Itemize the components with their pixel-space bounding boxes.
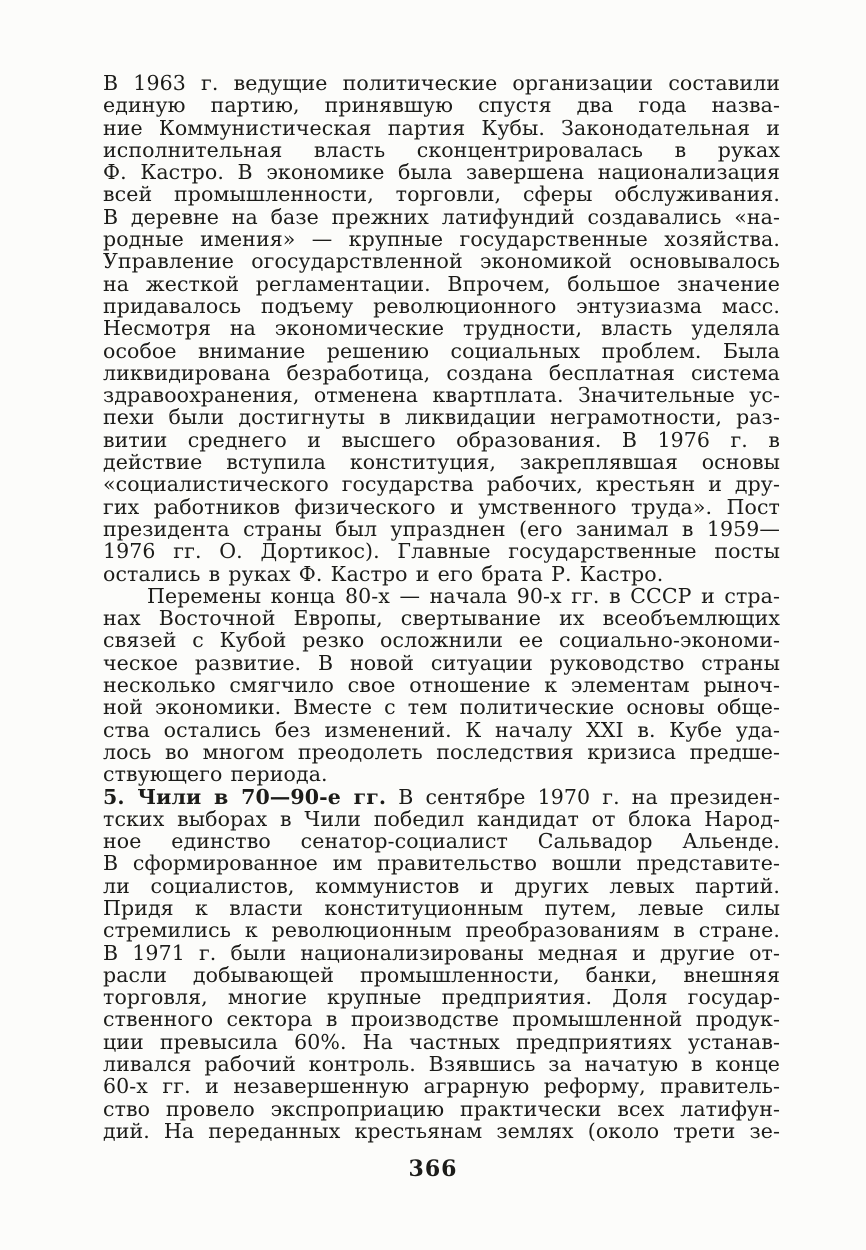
text-line	[103, 852, 780, 874]
text-line	[103, 139, 780, 161]
text-run: здравоохранения, отменена квартплата. Значительные ус-	[103, 383, 780, 408]
text-line	[103, 384, 780, 406]
text-run: несколько смягчило свое отношение к элементам рыноч-	[103, 673, 780, 698]
text-line	[103, 1098, 780, 1120]
text-run: лось во многом преодолеть последствия кризиса предше-	[103, 739, 780, 764]
text-line	[103, 696, 780, 718]
text-run: особое внимание решению социальных проблем. Была	[103, 338, 780, 363]
text-line	[103, 362, 780, 384]
text-line	[103, 629, 780, 651]
text-line	[103, 763, 780, 785]
text-run: Перемены конца 80-х — начала 90-х гг. в СССР и стра-	[147, 583, 780, 608]
text-run: Придя к власти конституционным путем, левые силы	[103, 895, 780, 920]
text-line	[103, 1120, 780, 1142]
text-run: гих работников физического и умственного труда». Пост	[103, 494, 780, 519]
text-line	[103, 473, 780, 495]
text-line	[103, 830, 780, 852]
text-run: действие вступила конституция, закреплявшая основы	[103, 450, 780, 475]
text-run: на жесткой регламентации. Впрочем, большое значение	[103, 271, 780, 296]
text-run: ли социалистов, коммунистов и других левых партий.	[103, 873, 780, 898]
text-run: стремились к революционным преобразованиям в стране.	[103, 918, 780, 943]
text-line	[103, 117, 780, 139]
text-run: всей промышленности, торговли, сферы обслуживания.	[103, 182, 780, 207]
text-run: Ф. Кастро. В экономике была завершена национализация	[103, 160, 780, 185]
text-run: родные имения» — крупные государственные хозяйства.	[103, 227, 780, 252]
text-line	[103, 1031, 780, 1053]
text-run: В сентябре 1970 г. на президен-	[386, 784, 780, 809]
text-run: В деревне на базе прежних латифундий создавались «на-	[103, 204, 780, 229]
text-line	[103, 1008, 780, 1030]
text-run: единую партию, принявшую спустя два года назва-	[103, 93, 780, 118]
text-line	[103, 607, 780, 629]
text-line	[103, 1053, 780, 1075]
text-run: дий. На переданных крестьянам землях (около трети зе-	[103, 1118, 780, 1143]
page-text	[103, 72, 780, 1142]
text-line	[103, 340, 780, 362]
text-run: ной экономики. Вместе с тем политические основы обще-	[103, 695, 780, 720]
text-line	[103, 585, 780, 607]
text-line	[103, 786, 780, 808]
text-run: придавалось подъему революционного энтузиазма масс.	[103, 293, 780, 318]
text-line	[103, 317, 780, 339]
text-line	[103, 986, 780, 1008]
text-line	[103, 942, 780, 964]
text-line	[103, 406, 780, 428]
text-run: расли добывающей промышленности, банки, внешняя	[103, 962, 780, 987]
text-line	[103, 808, 780, 830]
text-run: 60-х гг. и незавершенную аграрную реформу, правитель-	[103, 1074, 780, 1099]
text-line	[103, 183, 780, 205]
text-run: ческое развитие. В новой ситуации руководство страны	[103, 650, 780, 675]
text-run: исполнительная власть сконцентрировалась в руках	[103, 137, 780, 162]
text-run: остались в руках Ф. Кастро и его брата Р. Кастро.	[103, 561, 664, 586]
text-run: тских выборах в Чили победил кандидат от блока Народ-	[103, 806, 780, 831]
text-line	[103, 429, 780, 451]
text-run: ное единство сенатор-социалист Сальвадор Альенде.	[103, 829, 780, 854]
text-run: пехи были достигнуты в ликвидации неграмотности, раз-	[103, 405, 780, 430]
text-run: витии среднего и высшего образования. В 1976 г. в	[103, 427, 780, 452]
text-line	[103, 518, 780, 540]
text-line	[103, 1075, 780, 1097]
text-line	[103, 919, 780, 941]
text-run: ние Коммунистическая партия Кубы. Законодательная и	[103, 115, 780, 140]
text-run: ство провело экспроприацию практически всех латифун-	[103, 1096, 780, 1121]
text-line	[103, 719, 780, 741]
text-line	[103, 161, 780, 183]
text-line	[103, 228, 780, 250]
text-line	[103, 72, 780, 94]
text-run: торговля, многие крупные предприятия. Доля государ-	[103, 985, 780, 1010]
text-line	[103, 206, 780, 228]
text-run: ства остались без изменений. К началу XXI в. Кубе уда-	[103, 717, 780, 742]
text-line	[103, 964, 780, 986]
text-run: ственного сектора в производстве промышленной продук-	[103, 1007, 780, 1032]
text-run: В сформированное им правительство вошли представите-	[103, 851, 780, 876]
text-run: 1976 гг. О. Дортикос). Главные государственные посты	[103, 539, 780, 564]
text-run: нах Восточной Европы, свертывание их всеобъемлющих	[103, 606, 780, 631]
text-run: ции превысила 60%. На частных предприятиях устанав-	[103, 1029, 780, 1054]
page-number: 366	[408, 1156, 458, 1182]
text-run: ливался рабочий контроль. Взявшись за начатую в конце	[103, 1052, 780, 1077]
text-run: «социалистического государства рабочих, крестьян и дру-	[103, 472, 780, 497]
text-line	[103, 273, 780, 295]
text-line	[103, 496, 780, 518]
text-run: ствующего периода.	[103, 762, 328, 787]
text-line	[103, 875, 780, 897]
text-line	[103, 295, 780, 317]
text-line	[103, 741, 780, 763]
text-line	[103, 451, 780, 473]
text-line	[103, 674, 780, 696]
text-run: президента страны был упразднен (его занимал в 1959—	[103, 516, 780, 541]
text-run: Управление огосударствленной экономикой основывалось	[103, 249, 780, 274]
text-line	[103, 897, 780, 919]
text-line	[103, 563, 780, 585]
text-run: В 1971 г. были национализированы медная и другие от-	[103, 940, 780, 965]
text-run: Несмотря на экономические трудности, власть уделяла	[103, 316, 780, 341]
text-line	[103, 652, 780, 674]
text-run: связей с Кубой резко осложнили ее социально-экономи-	[103, 628, 780, 653]
section-heading: 5. Чили в 70—90-е гг.	[103, 784, 387, 809]
text-line	[103, 540, 780, 562]
text-run: В 1963 г. ведущие политические организации составили	[103, 71, 780, 95]
text-line	[103, 250, 780, 272]
text-line	[103, 94, 780, 116]
text-run: ликвидирована безработица, создана бесплатная система	[103, 360, 780, 385]
